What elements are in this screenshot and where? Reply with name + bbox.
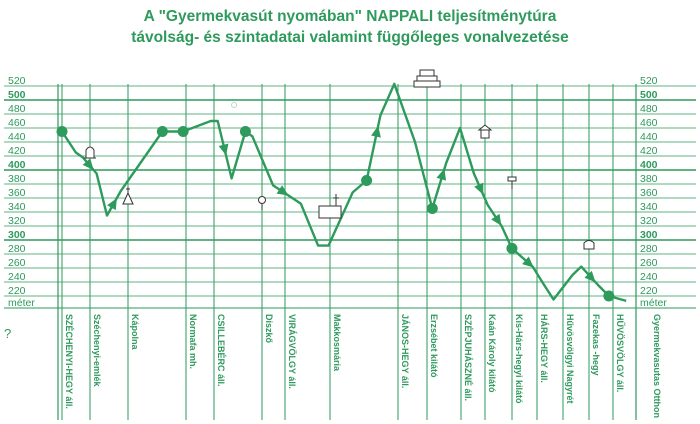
y-tick-label: 380 — [8, 173, 26, 185]
y-tick-label: 300 — [8, 229, 26, 241]
direction-arrow — [474, 183, 488, 197]
hut-icon — [584, 241, 594, 250]
station-label: Kaán Károly kilátó — [487, 314, 497, 393]
station-dot — [57, 126, 68, 137]
y-tick-label: 480 — [8, 103, 26, 115]
y-tick-label: 260 — [640, 257, 658, 269]
station-dot — [603, 291, 614, 302]
chart-title-line2: távolság- és szintadatai valamint függőleges vonalvezetése — [131, 29, 569, 46]
chapel-icon — [123, 187, 133, 204]
y-tick-label: 520 — [640, 75, 658, 87]
station-dot — [240, 126, 251, 137]
y-tick-label: 360 — [640, 187, 658, 199]
station-dot — [157, 126, 168, 137]
y-tick-label: 360 — [8, 187, 26, 199]
profile-series — [57, 84, 627, 302]
y-axis-label-right: méter — [640, 297, 667, 309]
station-label: JÁNOS-HEGY áll. — [400, 314, 410, 389]
station-labels — [64, 314, 662, 418]
y-tick-label: 380 — [640, 173, 658, 185]
y-tick-label: 500 — [640, 89, 658, 101]
station-dot — [506, 243, 517, 254]
y-tick-label: 440 — [640, 131, 658, 143]
stray-mark: ? — [4, 326, 12, 341]
y-tick-label: 240 — [640, 271, 658, 283]
y-tick-label: 460 — [8, 117, 26, 129]
station-label: CSILLEBÉRC áll. — [216, 314, 226, 387]
station-dot — [427, 203, 438, 214]
y-tick-label: 320 — [8, 215, 26, 227]
small-lookout-icon — [508, 177, 516, 189]
station-dot — [361, 175, 372, 186]
y-tick-label: 240 — [8, 271, 26, 283]
y-tick-label: 480 — [640, 103, 658, 115]
lookout-icon — [479, 125, 491, 138]
y-tick-label: 420 — [8, 145, 26, 157]
station-label: Erzsébet kilátó — [429, 314, 439, 378]
y-tick-label: 220 — [8, 285, 26, 297]
station-label: Kis-Hárs-hegyi kilátó — [514, 314, 524, 404]
direction-arrow — [491, 214, 505, 229]
station-label: HÁRS-HEGY áll. — [539, 314, 549, 383]
station-label: VIRÁGVÖLGY áll. — [287, 314, 297, 389]
y-tick-label: 340 — [640, 201, 658, 213]
station-label: Makkosmária — [332, 314, 342, 372]
tower-icon — [414, 70, 440, 87]
y-tick-label: 320 — [640, 215, 658, 227]
station-label: Diszkő — [264, 314, 274, 344]
y-tick-label: 260 — [8, 257, 26, 269]
y-tick-label: 520 — [8, 75, 26, 87]
monument-icon — [84, 147, 96, 158]
stone-icon — [259, 197, 266, 211]
y-axis-label-left: méter — [8, 297, 35, 309]
y-tick-label: 440 — [8, 131, 26, 143]
station-label: Hűvösvölgyi Nagyrét — [565, 314, 575, 404]
station-label: Széchenyi-emlék — [92, 314, 102, 387]
y-tick-label: 500 — [8, 89, 26, 101]
station-dot — [178, 126, 189, 137]
y-tick-label: 400 — [8, 159, 26, 171]
y-tick-label: 340 — [8, 201, 26, 213]
station-label: SZÉPJUHÁSZNÉ áll. — [463, 314, 473, 402]
y-tick-label: 280 — [8, 243, 26, 255]
direction-arrow — [277, 185, 292, 199]
station-label: HŰVÖSVÖLGY áll. — [615, 314, 625, 393]
station-label: Normafa mh. — [188, 314, 198, 370]
y-tick-label: 280 — [640, 243, 658, 255]
y-tick-label: 300 — [640, 229, 658, 241]
y-tick-label: 400 — [640, 159, 658, 171]
station-label: Gyermekvasutas Otthon — [652, 314, 662, 419]
y-tick-label: 220 — [640, 285, 658, 297]
y-tick-label: 420 — [640, 145, 658, 157]
faint-mark-icon — [232, 103, 237, 108]
chart-title-line1: A "Gyermekvasút nyomában" NAPPALI teljesítménytúra — [143, 8, 557, 25]
station-label: Fazekas -hegy — [591, 314, 601, 376]
station-label: SZÉCHENYI-HEGY áll. — [64, 314, 74, 409]
station-label: Kápolna — [130, 314, 140, 350]
y-tick-label: 460 — [640, 117, 658, 129]
y-tick-labels — [8, 75, 658, 297]
